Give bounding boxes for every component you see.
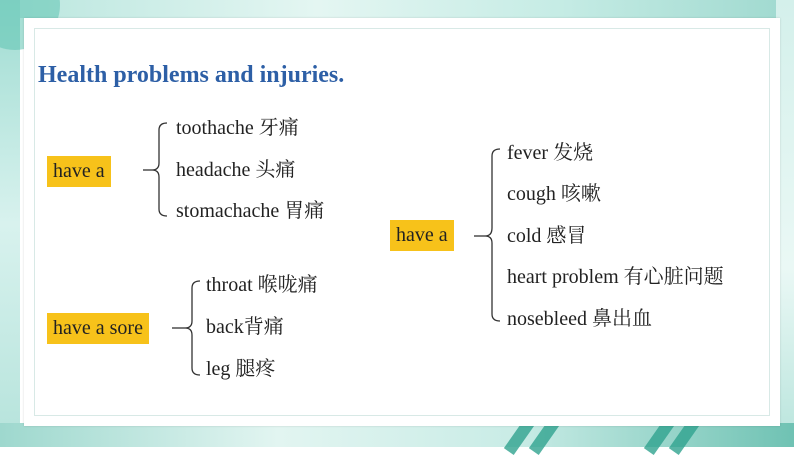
label-have-a-sore: have a sore <box>47 313 149 344</box>
term-back: back背痛 <box>206 316 284 338</box>
label-have-a-2: have a <box>390 220 454 251</box>
slide-title: Health problems and injuries. <box>38 62 345 88</box>
term-throat: throat 喉咙痛 <box>206 274 318 296</box>
term-cough: cough 咳嗽 <box>507 183 601 205</box>
term-toothache: toothache 牙痛 <box>176 117 299 139</box>
term-heart-problem: heart problem 有心脏问题 <box>507 266 724 288</box>
bracket-have-a-2 <box>485 149 500 321</box>
term-fever: fever 发烧 <box>507 142 594 164</box>
bracket-have-a-sore <box>185 281 200 375</box>
bracket-have-a-1 <box>152 123 167 216</box>
term-leg: leg 腿疼 <box>206 358 276 380</box>
term-cold: cold 感冒 <box>507 225 587 247</box>
term-stomachache: stomachache 胃痛 <box>176 200 325 222</box>
term-nosebleed: nosebleed 鼻出血 <box>507 308 652 330</box>
term-headache: headache 头痛 <box>176 159 296 181</box>
label-have-a-1: have a <box>47 156 111 187</box>
